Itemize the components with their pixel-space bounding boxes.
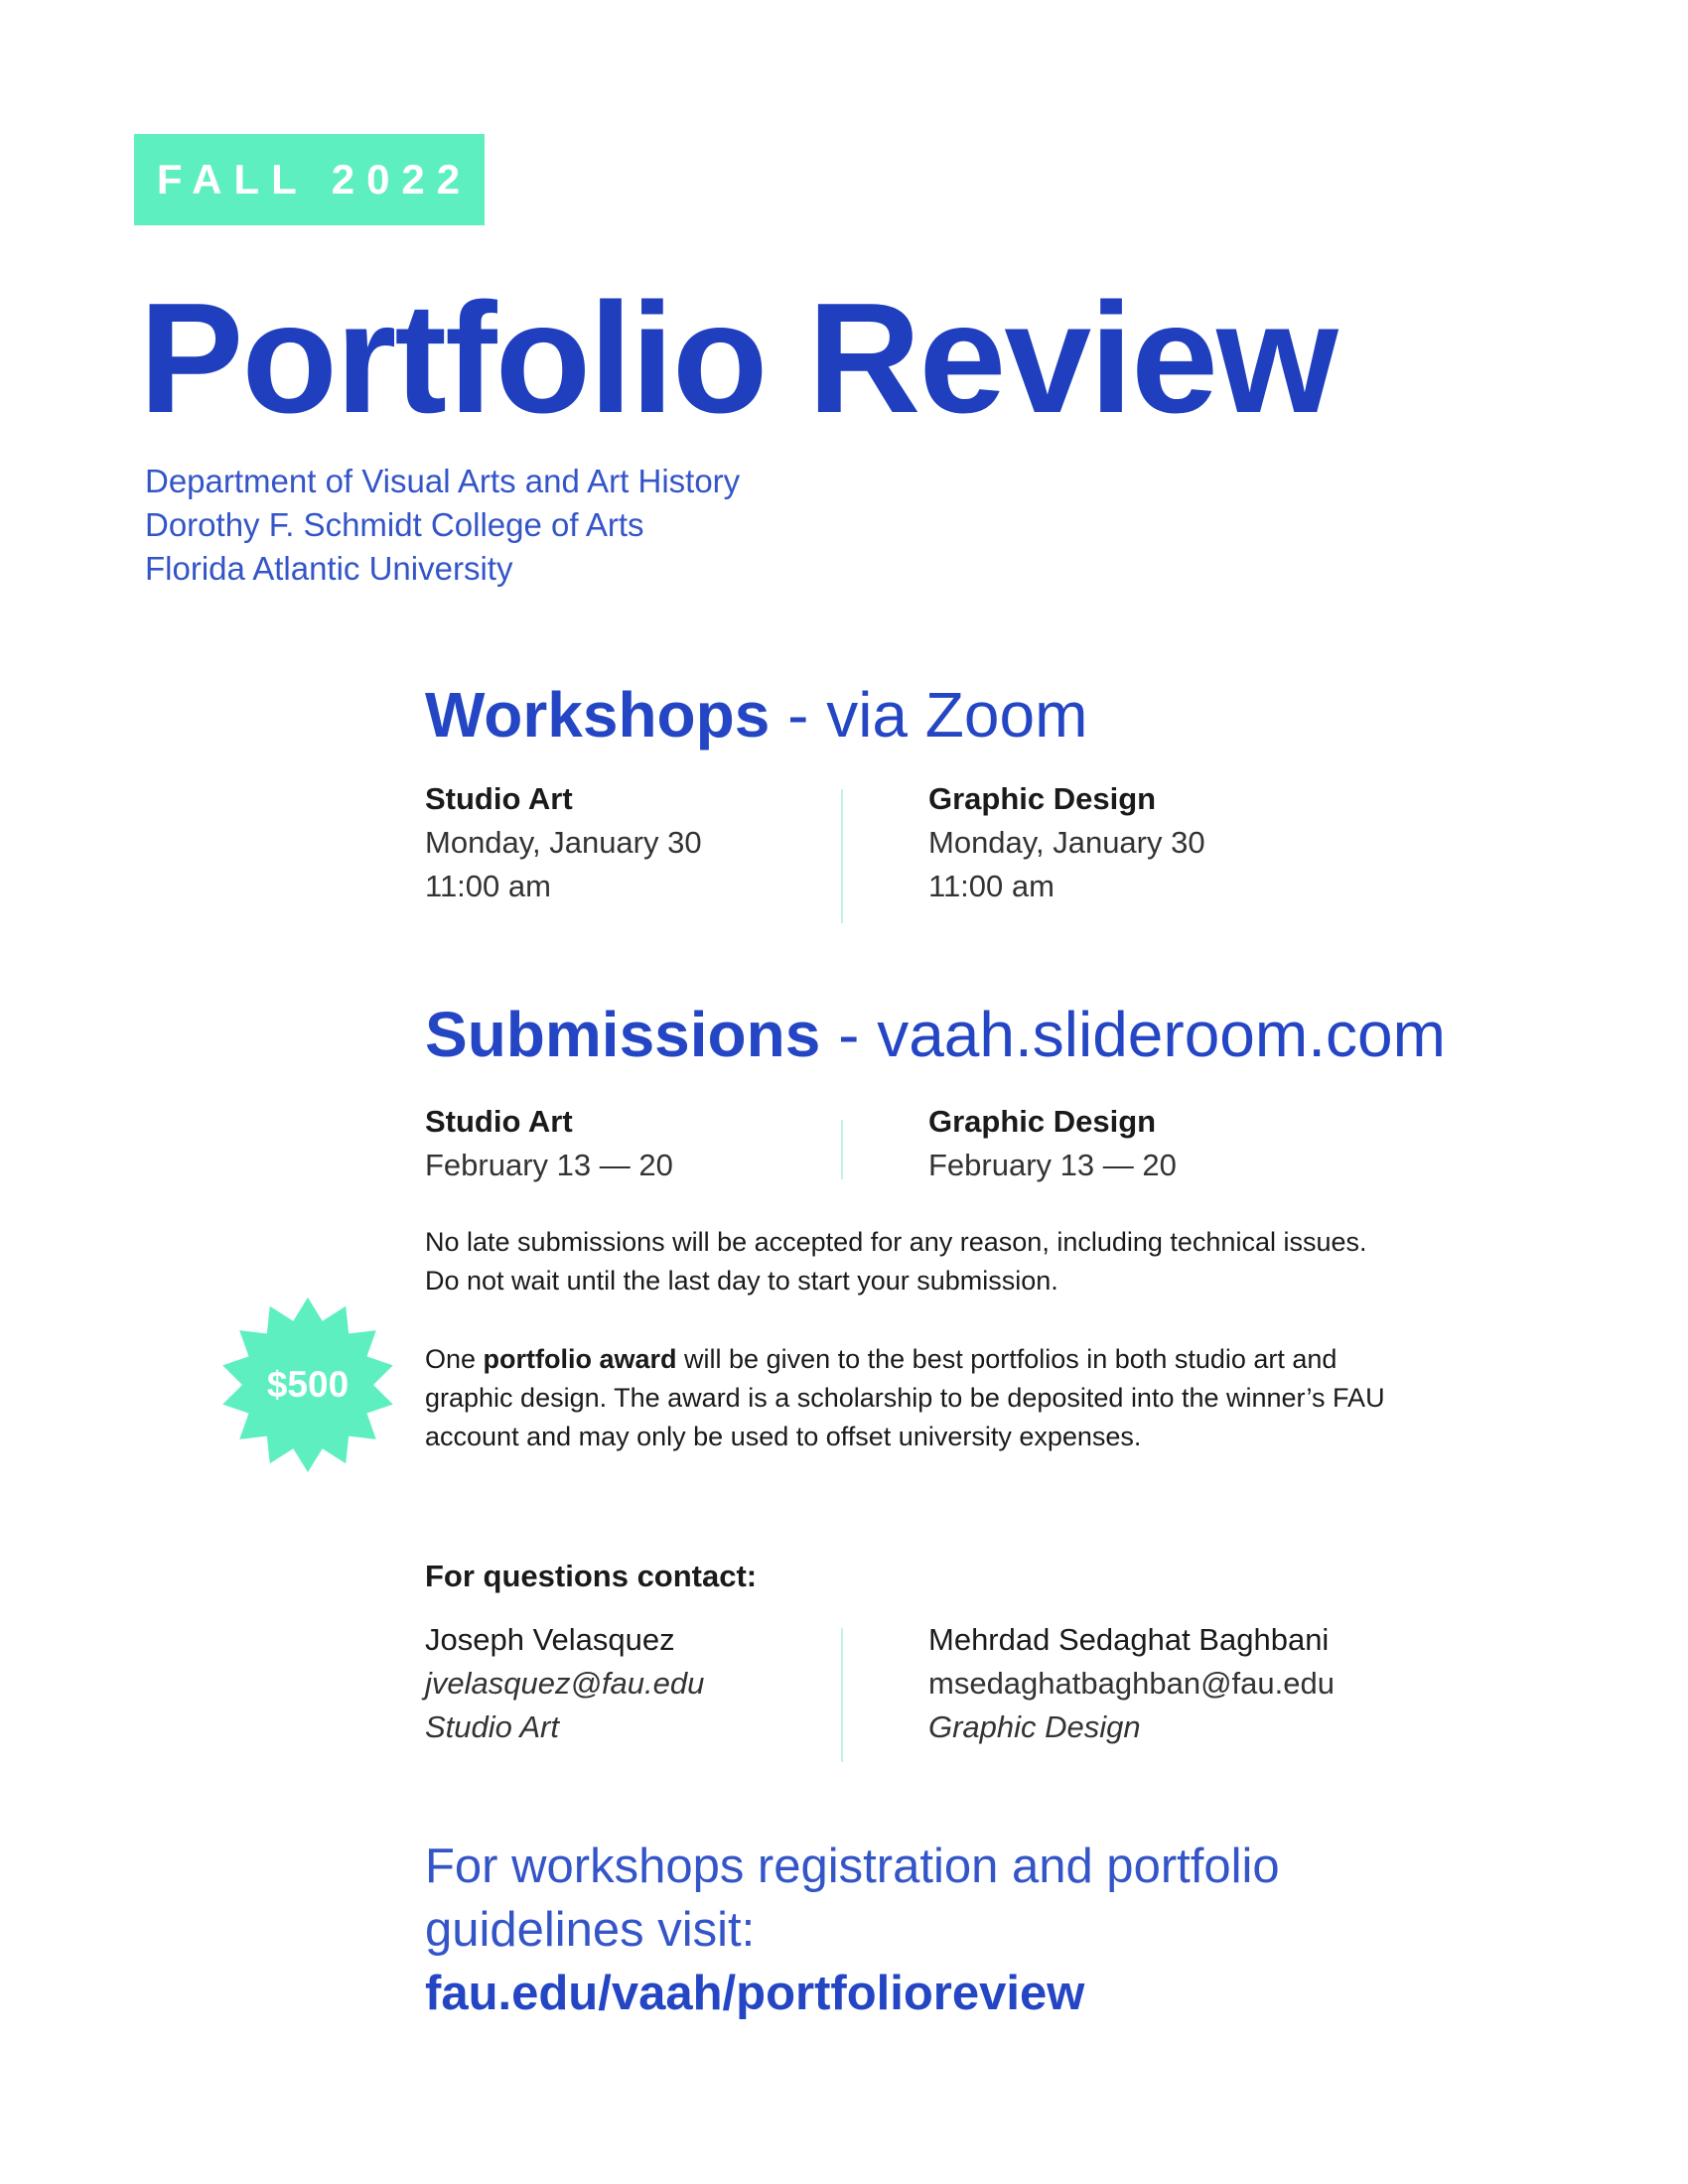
submissions-heading	[425, 999, 1446, 1070]
workshops-heading-light: - via Zoom	[770, 679, 1088, 751]
contact-area: Graphic Design	[928, 1709, 1141, 1744]
workshop-studio-art-title: Studio Art	[425, 781, 573, 816]
submission-graphic-design	[928, 1100, 1177, 1187]
contact-name: Joseph Velasquez	[425, 1622, 675, 1657]
workshop-graphic-design-time: 11:00 am	[928, 869, 1055, 903]
contact-heading: For questions contact:	[425, 1559, 758, 1593]
contact-graphic-design	[928, 1618, 1335, 1749]
award-line-1	[425, 1340, 1497, 1379]
submissions-heading-light: - vaah.slideroom.com	[820, 999, 1446, 1070]
award-bold-term: portfolio award	[483, 1344, 677, 1374]
workshops-heading	[425, 679, 1088, 751]
contact-email-link[interactable]: jvelasquez@fau.edu	[425, 1666, 705, 1701]
contact-studio-art	[425, 1618, 704, 1749]
award-amount-badge: $500	[266, 1364, 350, 1405]
contact-email-link[interactable]: msedaghatbaghban@fau.edu	[928, 1666, 1335, 1701]
late-submission-notice	[425, 1223, 1497, 1300]
award-line-1-rest: will be given to the best portfolios in both studio art and	[676, 1344, 1337, 1374]
workshop-graphic-design-date: Monday, January 30	[928, 825, 1205, 860]
submission-studio-art-title: Studio Art	[425, 1104, 573, 1139]
workshop-studio-art	[425, 777, 702, 908]
submission-studio-art	[425, 1100, 673, 1187]
submission-graphic-design-dates: February 13 — 20	[928, 1148, 1177, 1182]
award-line-3: account and may only be used to offset university expenses.	[425, 1422, 1142, 1451]
award-line-2: graphic design. The award is a scholarship to be deposited into the winner’s FAU	[425, 1383, 1385, 1413]
award-paragraph	[425, 1340, 1497, 1456]
submissions-heading-strong: Submissions	[425, 999, 821, 1070]
workshop-studio-art-time: 11:00 am	[425, 869, 551, 903]
footer-line-2: guidelines visit:	[425, 1903, 756, 1957]
affiliation-block	[145, 460, 740, 591]
department-name: Department of Visual Arts and Art History	[145, 463, 741, 499]
late-notice-line-2: Do not wait until the last day to start your submission.	[425, 1266, 1058, 1296]
workshops-divider	[841, 789, 843, 923]
contact-name: Mehrdad Sedaghat Baghbani	[928, 1622, 1330, 1657]
submission-studio-art-dates: February 13 — 20	[425, 1148, 673, 1182]
contact-divider	[841, 1628, 843, 1762]
contact-area: Studio Art	[425, 1709, 559, 1744]
season-label: FALL 2022	[156, 156, 473, 203]
workshop-studio-art-date: Monday, January 30	[425, 825, 702, 860]
submissions-divider	[841, 1120, 843, 1179]
university-name: Florida Atlantic University	[145, 550, 513, 587]
portfolio-review-link[interactable]: fau.edu/vaah/portfolioreview	[425, 1967, 1085, 2020]
award-prefix: One	[425, 1344, 484, 1374]
page-title: Portfolio Review	[139, 271, 1336, 446]
college-name: Dorothy F. Schmidt College of Arts	[145, 506, 644, 543]
late-notice-line-1: No late submissions will be accepted for any reason, including technical issues.	[425, 1227, 1367, 1257]
footer-line-1: For workshops registration and portfolio	[425, 1840, 1280, 1893]
workshops-heading-strong: Workshops	[425, 679, 771, 751]
footer-cta	[425, 1835, 1280, 2025]
season-badge	[134, 134, 485, 225]
workshop-graphic-design-title: Graphic Design	[928, 781, 1157, 816]
submission-graphic-design-title: Graphic Design	[928, 1104, 1157, 1139]
workshop-graphic-design	[928, 777, 1205, 908]
